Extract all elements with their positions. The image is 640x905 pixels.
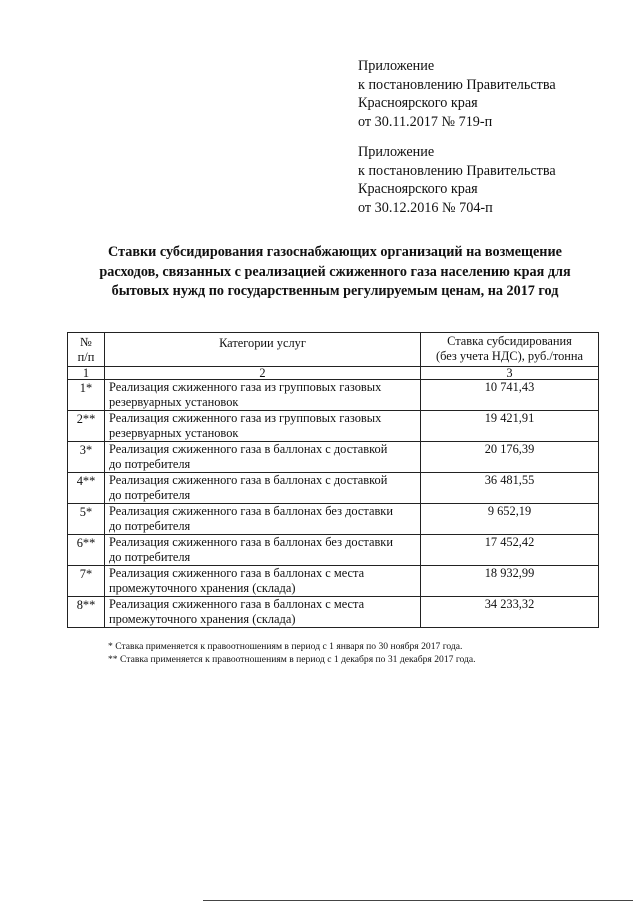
appendix-label: Приложение <box>358 144 435 160</box>
title-line: бытовых нужд по государственным регулируемым ценам, на 2017 год <box>111 283 559 299</box>
appendix-date-number: от 30.12.2016 № 704-п <box>358 199 493 216</box>
row-rate: 10 741,43 <box>421 380 599 411</box>
footnote-double-star: ** Ставка применяется к правоотношениям в период с 1 декабря по 31 декабря 2017 года. <box>108 654 476 665</box>
row-category <box>105 597 421 628</box>
appendix-region-line: Красноярского края <box>358 181 478 197</box>
table-row <box>68 380 599 411</box>
category-line: промежуточного хранения (склада) <box>109 580 296 595</box>
category-line: Реализация сжиженного газа в баллонах с доставкой <box>109 473 388 487</box>
document-title <box>60 243 610 302</box>
row-number: 3* <box>68 442 105 473</box>
appendix-decree-line: к постановлению Правительства <box>358 76 556 93</box>
table-row <box>68 411 599 442</box>
row-category <box>105 504 421 535</box>
category-line: Реализация сжиженного газа в баллонах с места <box>109 597 365 611</box>
table-row <box>68 473 599 504</box>
appendix-label: Приложение <box>358 58 435 74</box>
row-category <box>105 442 421 473</box>
row-rate: 34 233,32 <box>421 597 599 628</box>
appendix-decree-line: к постановлению Правительства <box>358 162 556 179</box>
row-category <box>105 566 421 597</box>
row-number: 5* <box>68 504 105 535</box>
category-line: Реализация сжиженного газа в баллонах с места <box>109 566 365 580</box>
row-category <box>105 380 421 411</box>
row-number: 4** <box>68 473 105 504</box>
row-rate: 9 652,19 <box>421 504 599 535</box>
row-number: 7* <box>68 566 105 597</box>
category-line: до потребителя <box>109 456 191 471</box>
appendix-date-number: от 30.11.2017 № 719-п <box>358 113 493 130</box>
row-category <box>105 535 421 566</box>
title-line: расходов, связанных с реализацией сжиженного газа населению края для <box>99 263 571 280</box>
row-number: 8** <box>68 597 105 628</box>
appendix-current-reference <box>358 57 556 131</box>
header-number-abbr: п/п <box>77 350 95 364</box>
category-line: резервуарных установок <box>109 425 239 440</box>
header-rate-unit: (без учета НДС), руб./тонна <box>435 349 584 363</box>
category-line: до потребителя <box>109 518 191 533</box>
table-row <box>68 504 599 535</box>
category-line: промежуточного хранения (склада) <box>109 611 296 626</box>
appendix-region-line: Красноярского края <box>358 95 478 111</box>
table-row <box>68 597 599 628</box>
row-number: 6** <box>68 535 105 566</box>
category-line: Реализация сжиженного газа в баллонах без доставки <box>109 535 393 549</box>
row-category <box>105 473 421 504</box>
footnote-single-star: * Ставка применяется к правоотношениям в период с 1 января по 30 ноября 2017 года. <box>108 641 463 652</box>
title-line: Ставки субсидирования газоснабжающих организаций на возмещение <box>108 244 562 260</box>
category-line: Реализация сжиженного газа в баллонах без доставки <box>109 504 393 518</box>
table-header-row <box>68 333 599 367</box>
row-number: 1* <box>68 380 105 411</box>
header-category-cell: Категории услуг <box>105 333 421 367</box>
header-rate-cell <box>421 333 599 367</box>
column-number: 1 <box>68 367 105 380</box>
row-rate: 36 481,55 <box>421 473 599 504</box>
category-line: до потребителя <box>109 487 191 502</box>
table-row <box>68 566 599 597</box>
row-rate: 19 421,91 <box>421 411 599 442</box>
row-category <box>105 411 421 442</box>
table-row <box>68 535 599 566</box>
appendix-original-reference <box>358 143 556 217</box>
row-rate: 18 932,99 <box>421 566 599 597</box>
footnotes <box>108 640 476 666</box>
category-line: Реализация сжиженного газа в баллонах с доставкой <box>109 442 388 456</box>
row-rate: 20 176,39 <box>421 442 599 473</box>
subsidy-rates-table <box>67 332 599 628</box>
column-number-row <box>68 367 599 380</box>
column-number: 3 <box>421 367 599 380</box>
row-number: 2** <box>68 411 105 442</box>
header-number-sign: № <box>80 335 92 349</box>
bottom-scan-line <box>203 900 633 901</box>
header-number-cell <box>68 333 105 367</box>
row-rate: 17 452,42 <box>421 535 599 566</box>
category-line: Реализация сжиженного газа из групповых газовых <box>109 411 382 425</box>
column-number: 2 <box>105 367 421 380</box>
category-line: Реализация сжиженного газа из групповых газовых <box>109 380 382 394</box>
header-rate-title: Ставка субсидирования <box>447 334 572 348</box>
category-line: резервуарных установок <box>109 394 239 409</box>
category-line: до потребителя <box>109 549 191 564</box>
table-row <box>68 442 599 473</box>
